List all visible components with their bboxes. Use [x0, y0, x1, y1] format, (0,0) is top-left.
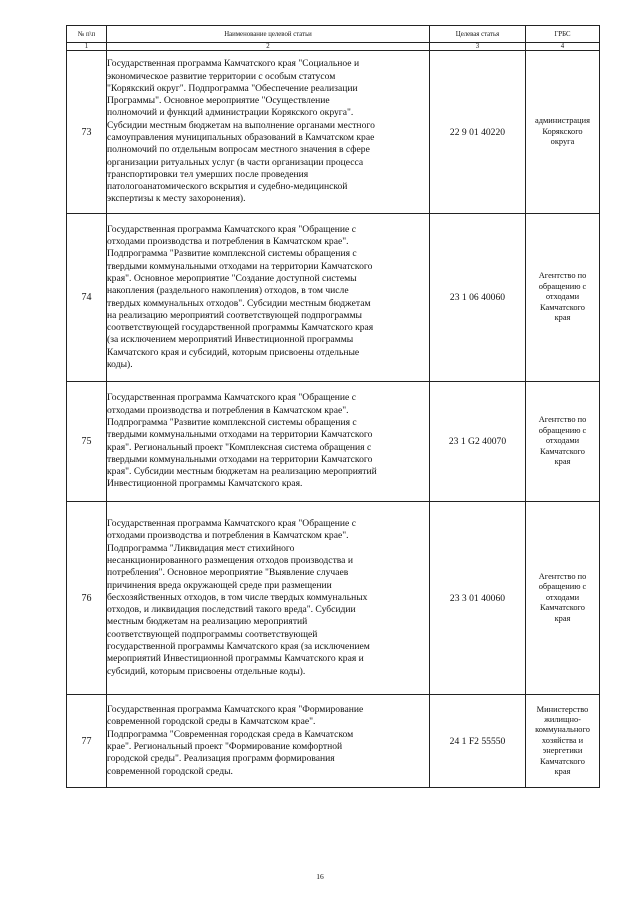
description-line: Подпрограмма "Современная городская среда в Камчатском: [107, 728, 354, 740]
grbs-line: Камчатского: [540, 756, 585, 766]
grbs-line: края: [554, 313, 571, 323]
grbs-line: отходами: [545, 436, 580, 446]
grbs-line: Камчатского: [540, 446, 585, 456]
row-target-code: 23 3 01 40060: [430, 502, 526, 695]
grbs-line: хозяйства и: [541, 735, 584, 745]
grbs-line: обращению с: [538, 281, 587, 291]
grbs-line: жилищно-: [544, 714, 581, 724]
description-line: Подпрограмма "Развитие комплексной системы обращения с: [107, 416, 357, 428]
row-number: 76: [67, 502, 107, 695]
row-grbs: [526, 695, 600, 788]
description-line: отходами производства и потребления в Камчатском крае".: [107, 530, 349, 542]
description-line: Государственная программа Камчатского края "Формирование: [107, 704, 364, 716]
row-grbs: [526, 382, 600, 502]
grbs-line: края: [554, 767, 571, 777]
grbs-line: отходами: [545, 292, 580, 302]
grbs-line: Корякского: [542, 126, 583, 136]
grbs-line: края: [554, 457, 571, 467]
description-line: городской среды". Реализация программ формирования: [107, 753, 335, 765]
description-line: полномочий по отдельным вопросам местного значения в сфере: [107, 144, 370, 156]
description-line: местным бюджетам на реализацию мероприятий: [107, 616, 308, 628]
grbs-line: администрация: [535, 116, 590, 126]
description-line: Подпрограмма "Развитие комплексной системы обращения с: [107, 248, 357, 260]
description-line: современной городской среды.: [107, 765, 233, 777]
description-line: края". Региональный проект "Комплексная система обращения с: [107, 441, 372, 453]
description-line: патологоанатомического вскрытия и судебно-медицинской: [107, 181, 348, 193]
description-line: крае". Региональный проект "Формирование комфортной: [107, 741, 343, 752]
grbs-line: энергетики: [542, 746, 583, 756]
description-line: несанкционированного размещения отходов производства и: [107, 554, 353, 566]
column-number: 2: [107, 43, 430, 51]
grbs-line: отходами: [545, 592, 580, 602]
table-row: [67, 695, 600, 788]
description-line: потребления". Основное мероприятие "Выявление случаев: [107, 567, 349, 579]
budget-table: [66, 25, 600, 788]
description-line: организации ритуальных услуг (в части организации процесса: [107, 156, 364, 168]
description-line: полномочий и функций администрации Корякского округа".: [107, 107, 354, 119]
description-line: самоуправления муниципальных образований в Камчатском крае: [107, 132, 375, 143]
description-line: твердых коммунальных отходов". Субсидии местным бюджетам: [107, 297, 371, 309]
table-row: [67, 502, 600, 695]
description-line: Государственная программа Камчатского края "Обращение с: [107, 223, 356, 235]
description-line: отходов, и ликвидация последствий такого вреда". Субсидии: [107, 604, 356, 616]
row-grbs: [526, 214, 600, 382]
description-line: твердыми коммунальными отходами на территории Камчатского: [107, 429, 373, 441]
grbs-line: края: [554, 613, 571, 623]
row-description: [107, 502, 430, 695]
description-line: государственной программы Камчатского края (за исключением: [107, 641, 370, 653]
grbs-line: Камчатского: [540, 603, 585, 613]
grbs-line: округа: [550, 137, 575, 147]
description-line: отходами производства и потребления в Камчатском крае".: [107, 404, 349, 416]
description-line: мероприятий Инвестиционной программы Камчатского края и: [107, 653, 364, 665]
row-number: 75: [67, 382, 107, 502]
grbs-line: Камчатского: [540, 302, 585, 312]
header-code: Целевая статья: [430, 26, 526, 43]
grbs-line: Агентство по: [538, 271, 587, 281]
description-line: Программы". Основное мероприятие "Осуществление: [107, 95, 330, 107]
header-row: [67, 26, 600, 43]
description-line: Инвестиционной программы Камчатского края.: [107, 478, 303, 490]
page-number: 16: [316, 872, 324, 881]
row-target-code: 24 1 F2 55550: [430, 695, 526, 788]
description-line: отходами производства и потребления в Камчатском крае".: [107, 236, 349, 248]
description-line: бесхозяйственных отходов, в том числе твердых коммунальных: [107, 591, 368, 603]
description-line: субсидий, которым присвоены отдельные коды).: [107, 665, 306, 677]
description-line: "Корякский округ". Подпрограмма "Обеспечение реализации: [107, 82, 358, 94]
header-number: № п\п: [67, 26, 107, 43]
table-row: [67, 382, 600, 502]
description-line: накопления (раздельного накопления) отходов, в том числе: [107, 285, 349, 297]
description-line: экономическое развитие территории с особым статусом: [107, 70, 336, 82]
grbs-line: обращению с: [538, 582, 587, 592]
row-target-code: 22 9 01 40220: [430, 51, 526, 214]
row-description: [107, 695, 430, 788]
description-line: твердыми коммунальными отходами на территории Камчатского: [107, 260, 373, 272]
row-grbs: [526, 51, 600, 214]
description-line: современной городской среды в Камчатском крае".: [107, 716, 316, 728]
description-line: Государственная программа Камчатского края "Обращение с: [107, 392, 356, 404]
column-number-row: [67, 43, 600, 51]
description-line: причинения вреда окружающей среде при размещении: [107, 579, 332, 591]
table-row: [67, 214, 600, 382]
row-target-code: 23 1 06 40060: [430, 214, 526, 382]
description-line: Камчатского края и субсидий, которым присвоены отдельные: [107, 346, 360, 358]
table-row: [67, 51, 600, 214]
row-description: [107, 214, 430, 382]
header-grbs: ГРБС: [526, 26, 600, 43]
description-line: соответствующей государственной программы Камчатского края: [107, 322, 374, 334]
description-line: Государственная программа Камчатского края "Социальное и: [107, 58, 360, 70]
description-line: коды).: [107, 358, 133, 370]
description-line: на реализацию мероприятий соответствующей подпрограммы: [107, 309, 362, 321]
column-number: 3: [430, 43, 526, 51]
row-description: [107, 382, 430, 502]
row-number: 74: [67, 214, 107, 382]
row-description: [107, 51, 430, 214]
column-number: 4: [526, 43, 600, 51]
grbs-line: коммунального: [535, 725, 590, 735]
description-line: Государственная программа Камчатского края "Обращение с: [107, 518, 356, 530]
row-grbs: [526, 502, 600, 695]
table-body: [67, 51, 600, 788]
grbs-line: Министерство: [536, 704, 589, 714]
description-line: Подпрограмма "Ликвидация мест стихийного: [107, 542, 295, 554]
description-line: твердыми коммунальными отходами на территории Камчатского: [107, 453, 373, 465]
grbs-line: Агентство по: [538, 571, 587, 581]
row-target-code: 23 1 G2 40070: [430, 382, 526, 502]
description-line: (за исключением мероприятий Инвестиционной программы: [107, 334, 354, 346]
description-line: Субсидии местным бюджетам на выполнение органами местного: [107, 119, 375, 131]
row-number: 73: [67, 51, 107, 214]
header-name: Наименование целевой статьи: [107, 26, 430, 43]
grbs-line: Агентство по: [538, 415, 587, 425]
row-number: 77: [67, 695, 107, 788]
description-line: транспортировки тел умерших после проведения: [107, 168, 309, 180]
description-line: экспертизы к месту захоронения).: [107, 193, 246, 205]
column-number: 1: [67, 43, 107, 51]
description-line: края". Основное мероприятие "Создание доступной системы: [107, 272, 357, 284]
description-line: края". Субсидии местным бюджетам на реализацию мероприятий: [107, 466, 377, 478]
grbs-line: обращению с: [538, 425, 587, 435]
description-line: соответствующей подпрограммы соответствующей: [107, 628, 318, 640]
